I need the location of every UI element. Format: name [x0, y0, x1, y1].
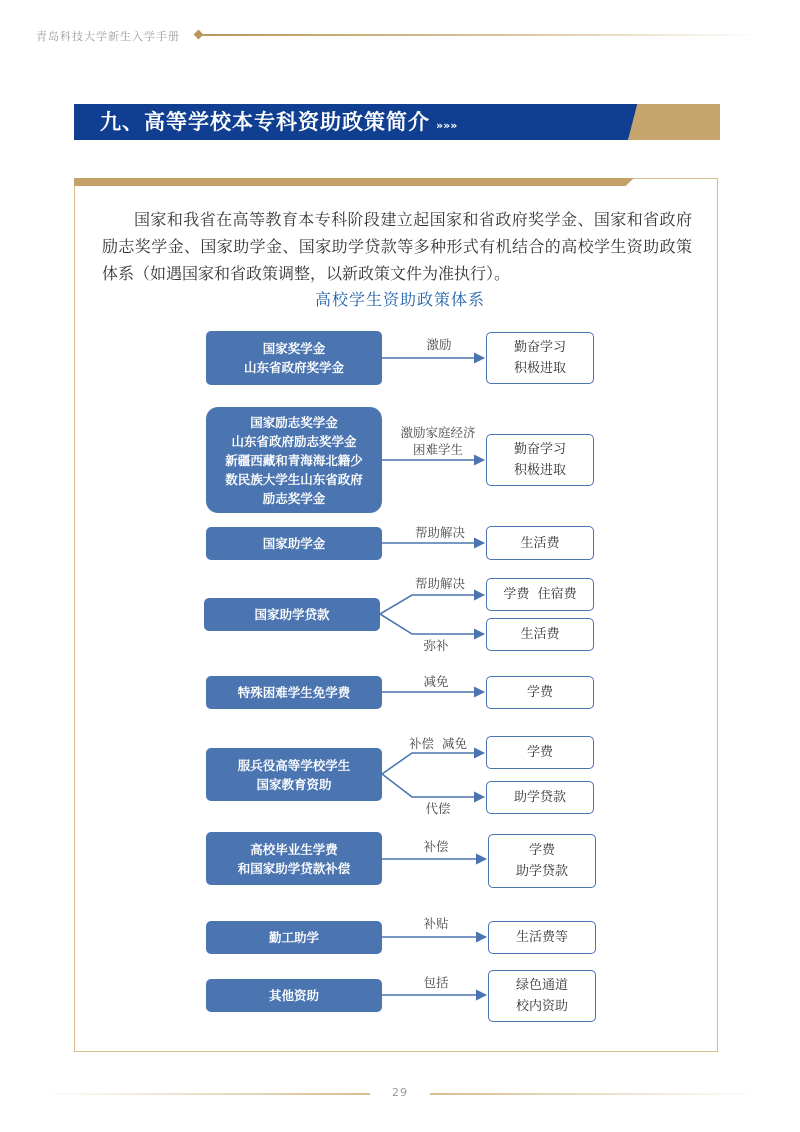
- source-line: 山东省政府奖学金: [243, 360, 344, 375]
- target-box: [486, 578, 594, 611]
- target-line: 勤奋学习: [513, 340, 566, 355]
- source-line: 励志奖学金: [262, 490, 326, 506]
- section-title-text: 九、高等学校本专科资助政策简介: [100, 110, 430, 134]
- source-line: 和国家助学贷款补偿: [237, 860, 351, 876]
- target-line: 校内资助: [515, 999, 568, 1014]
- target-box: [488, 921, 596, 954]
- source-line: 勤工助学: [268, 930, 319, 945]
- target-line: 学费: [528, 843, 555, 858]
- source-box-other-aid: [206, 979, 382, 1012]
- target-box: [486, 736, 594, 769]
- arrow-label: 减免: [423, 674, 449, 689]
- source-line: 新疆西藏和青海海北籍少: [225, 452, 363, 468]
- arrow-label: 帮助解决: [414, 525, 465, 540]
- target-box: [488, 834, 596, 888]
- arrow-label: 补偿: [423, 839, 449, 854]
- source-box-encouragement-scholarship: [206, 407, 382, 513]
- intro-paragraph: 国家和我省在高等教育本专科阶段建立起国家和省政府奖学金、国家和省政府励志奖学金、国家助学金、国家助学贷款等多种形式有机结合的高校学生资助政策体系（如遇国家和省政策调整，以新政策文件为准执行）。: [102, 210, 692, 283]
- target-line: 积极进取: [513, 361, 566, 376]
- source-line: 国家奖学金: [262, 341, 326, 356]
- target-box: [486, 676, 594, 709]
- source-line: 服兵役高等学校学生: [237, 757, 351, 773]
- arrow-label: 代偿: [425, 801, 451, 816]
- target-line: 生活费: [520, 535, 560, 551]
- source-box-military-service-aid: [206, 748, 382, 801]
- target-line: 学费: [526, 745, 553, 760]
- arrow-label-line: 困难学生: [412, 442, 463, 457]
- source-line: 国家助学贷款: [254, 607, 330, 622]
- arrow-label: 弥补: [423, 638, 449, 653]
- arrow-row-4-lower: [380, 614, 484, 634]
- source-box-student-loan: [204, 598, 380, 631]
- target-box: [486, 781, 594, 814]
- target-line: 学费 住宿费: [503, 587, 577, 602]
- target-line: 生活费等: [515, 930, 568, 945]
- target-line: 绿色通道: [515, 978, 568, 993]
- source-line: 高校毕业生学费: [250, 841, 338, 857]
- arrow-label-line: 激励家庭经济: [400, 425, 476, 440]
- source-line: 国家教育资助: [256, 776, 332, 792]
- arrow-label: [392, 424, 484, 458]
- arrow-row-6-upper: [382, 753, 484, 774]
- target-line: 助学贷款: [515, 864, 568, 879]
- target-box: [486, 526, 594, 560]
- arrow-label: 包括: [423, 975, 449, 990]
- target-line: 生活费: [520, 627, 560, 642]
- source-box-graduate-compensation: [206, 832, 382, 885]
- source-line: 国家励志奖学金: [250, 414, 338, 430]
- source-line: 山东省政府励志奖学金: [231, 433, 357, 449]
- section-title-arrows: »»»: [436, 119, 458, 132]
- arrow-row-6-lower: [382, 774, 484, 797]
- arrow-label: 帮助解决: [414, 576, 465, 591]
- arrow-label: 补偿 减免: [409, 736, 467, 751]
- target-box: [486, 434, 594, 486]
- target-box: [488, 970, 596, 1022]
- source-box-national-scholarship: [206, 331, 382, 385]
- source-box-work-study: [206, 921, 382, 954]
- source-line: 国家助学金: [262, 536, 326, 551]
- source-line: 特殊困难学生免学费: [237, 685, 351, 700]
- arrow-label: 激励: [426, 337, 452, 352]
- footer-rule-left: [40, 1093, 370, 1095]
- footer-rule-right: [430, 1093, 760, 1095]
- source-line: 其他资助: [268, 988, 319, 1003]
- source-box-tuition-waiver: [206, 676, 382, 709]
- target-line: 积极进取: [513, 463, 566, 478]
- page-number: 29: [392, 1086, 408, 1099]
- target-line: 助学贷款: [513, 790, 566, 805]
- target-box: [486, 332, 594, 384]
- arrow-label: 补贴: [423, 916, 449, 931]
- target-line: 勤奋学习: [513, 442, 566, 457]
- target-line: 学费: [526, 685, 553, 700]
- diagram-title: 高校学生资助政策体系: [314, 290, 485, 309]
- arrow-row-4-upper: [380, 595, 484, 614]
- running-header: 青岛科技大学新生入学手册: [36, 30, 180, 43]
- target-box: [486, 618, 594, 651]
- source-line: 数民族大学生山东省政府: [225, 471, 363, 487]
- source-box-national-grant: [206, 527, 382, 560]
